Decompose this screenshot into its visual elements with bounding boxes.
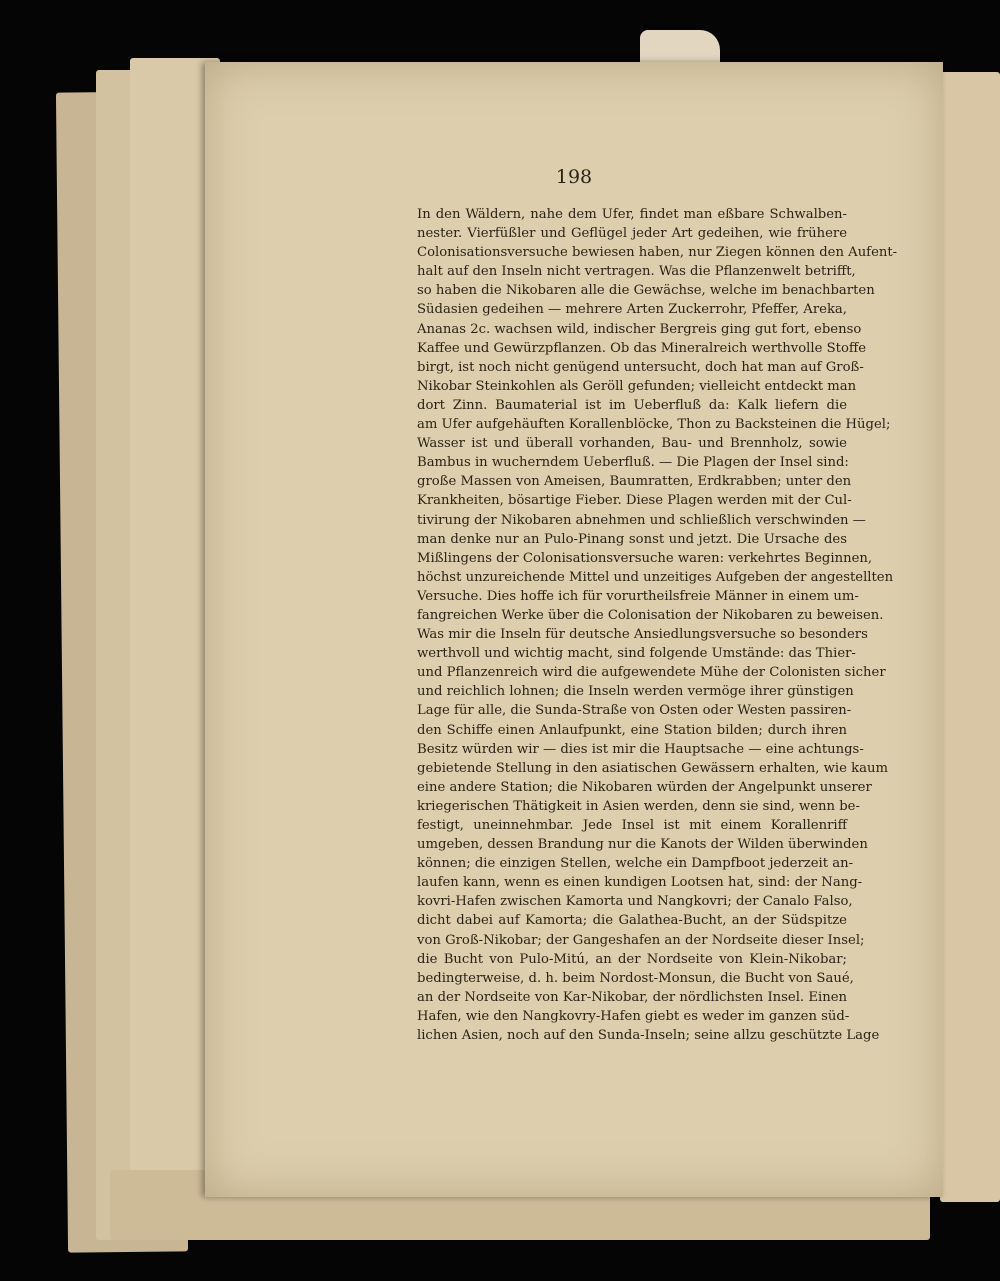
text-line: am Ufer aufgehäuften Korallenblöcke, Thon zu Backsteinen die Hügel; <box>417 417 891 433</box>
text-line: Colonisationsversuche bewiesen haben, nur Ziegen können den Aufent- <box>417 245 898 261</box>
text-line: können; die einzigen Stellen, welche ein Dampfboot jederzeit an- <box>417 856 854 872</box>
page-number: 198 <box>555 166 593 188</box>
text-line: höchst unzureichende Mittel und unzeitiges Aufgeben der angestellten <box>417 569 894 585</box>
text-line: die Bucht von Pulo-Mitú, an der Nordseite von Klein-Nikobar; <box>417 951 847 967</box>
text-line: laufen kann, wenn es einen kundigen Lootsen hat, sind: der Nang- <box>417 875 863 891</box>
text-line: Was mir die Inseln für deutsche Ansiedlungsversuche so besonders <box>417 627 868 643</box>
text-line: Krankheiten, bösartige Fieber. Diese Plagen werden mit der Cul- <box>417 493 852 509</box>
text-line: an der Nordseite von Kar-Nikobar, der nördlichsten Insel. Einen <box>417 989 847 1005</box>
text-line: Lage für alle, die Sunda-Straße von Osten oder Westen passiren- <box>417 703 852 719</box>
text-line: tivirung der Nikobaren abnehmen und schließlich verschwinden — <box>417 512 866 528</box>
text-line: gebietende Stellung in den asiatischen Gewässern erhalten, wie kaum <box>417 760 888 776</box>
text-line: kovri-Hafen zwischen Kamorta und Nangkovri; der Canalo Falso, <box>417 894 853 910</box>
text-line: kriegerischen Thätigkeit in Asien werden, denn sie sind, wenn be- <box>417 798 860 814</box>
text-line: eine andere Station; die Nikobaren würden der Angelpunkt unserer <box>417 779 872 795</box>
torn-page-corner <box>640 30 720 64</box>
text-line: festigt, uneinnehmbar. Jede Insel ist mit einem Korallenriff <box>417 818 847 833</box>
text-line: große Massen von Ameisen, Baumratten, Erdkrabben; unter den <box>417 474 852 490</box>
text-line: Ananas 2c. wachsen wild, indischer Bergreis ging gut fort, ebenso <box>417 321 862 337</box>
text-line: Nikobar Steinkohlen als Geröll gefunden; vielleicht entdeckt man <box>417 378 857 394</box>
text-line: dort Zinn. Baumaterial ist im Ueberfluß da: Kalk liefern die <box>417 397 847 413</box>
text-line: dicht dabei auf Kamorta; die Galathea-Bucht, an der Südspitze <box>417 913 847 929</box>
text-line: den Schiffe einen Anlaufpunkt, eine Station bilden; durch ihren <box>417 722 847 738</box>
text-line: Mißlingens der Colonisationsversuche waren: verkehrtes Beginnen, <box>417 550 873 566</box>
text-line: Südasien gedeihen — mehrere Arten Zuckerrohr, Pfeffer, Areka, <box>417 302 847 318</box>
text-line: halt auf den Inseln nicht vertragen. Was die Pflanzenwelt betrifft, <box>417 264 856 280</box>
text-line: man denke nur an Pulo-Pinang sonst und jetzt. Die Ursache des <box>417 531 847 547</box>
text-line: Hafen, wie den Nangkovry-Hafen giebt es weder im ganzen süd- <box>417 1008 850 1024</box>
text-line: umgeben, dessen Brandung nur die Kanots der Wilden überwinden <box>417 837 868 853</box>
text-line: und Pflanzenreich wird die aufgewendete Mühe der Colonisten sicher <box>417 665 886 681</box>
text-line: nester. Vierfüßler und Geflügel jeder Art gedeihen, wie frühere <box>417 226 847 242</box>
text-line: birgt, ist noch nicht genügend untersucht, doch hat man auf Groß- <box>417 359 864 375</box>
text-line: Wasser ist und überall vorhanden, Bau- und Brennholz, sowie <box>417 436 847 452</box>
text-line: von Groß-Nikobar; der Gangeshafen an der Nordseite dieser Insel; <box>417 932 865 948</box>
text-line: Bambus in wucherndem Ueberfluß. — Die Plagen der Insel sind: <box>417 455 849 471</box>
page-body-text <box>417 205 898 1045</box>
text-line: und reichlich lohnen; die Inseln werden vermöge ihrer günstigen <box>417 684 854 700</box>
next-page-edge <box>940 72 1000 1202</box>
text-line: Besitz würden wir — dies ist mir die Hauptsache — eine achtungs- <box>417 741 864 757</box>
text-line: Kaffee und Gewürzpflanzen. Ob das Mineralreich werthvolle Stoffe <box>417 340 867 356</box>
text-line: lichen Asien, noch auf den Sunda-Inseln; seine allzu geschützte Lage <box>417 1028 880 1044</box>
text-line: Versuche. Dies hoffe ich für vorurtheilsfreie Männer in einem um- <box>417 588 859 604</box>
text-line: werthvoll und wichtig macht, sind folgende Umstände: das Thier- <box>417 646 856 662</box>
text-line: fangreichen Werke über die Colonisation der Nikobaren zu beweisen. <box>417 607 884 623</box>
text-line: so haben die Nikobaren alle die Gewächse, welche im benachbarten <box>417 283 875 299</box>
book-page <box>205 62 943 1197</box>
text-line: In den Wäldern, nahe dem Ufer, findet man eßbare Schwalben- <box>417 207 847 222</box>
text-line: bedingterweise, d. h. beim Nordost-Monsun, die Bucht von Saué, <box>417 970 854 986</box>
